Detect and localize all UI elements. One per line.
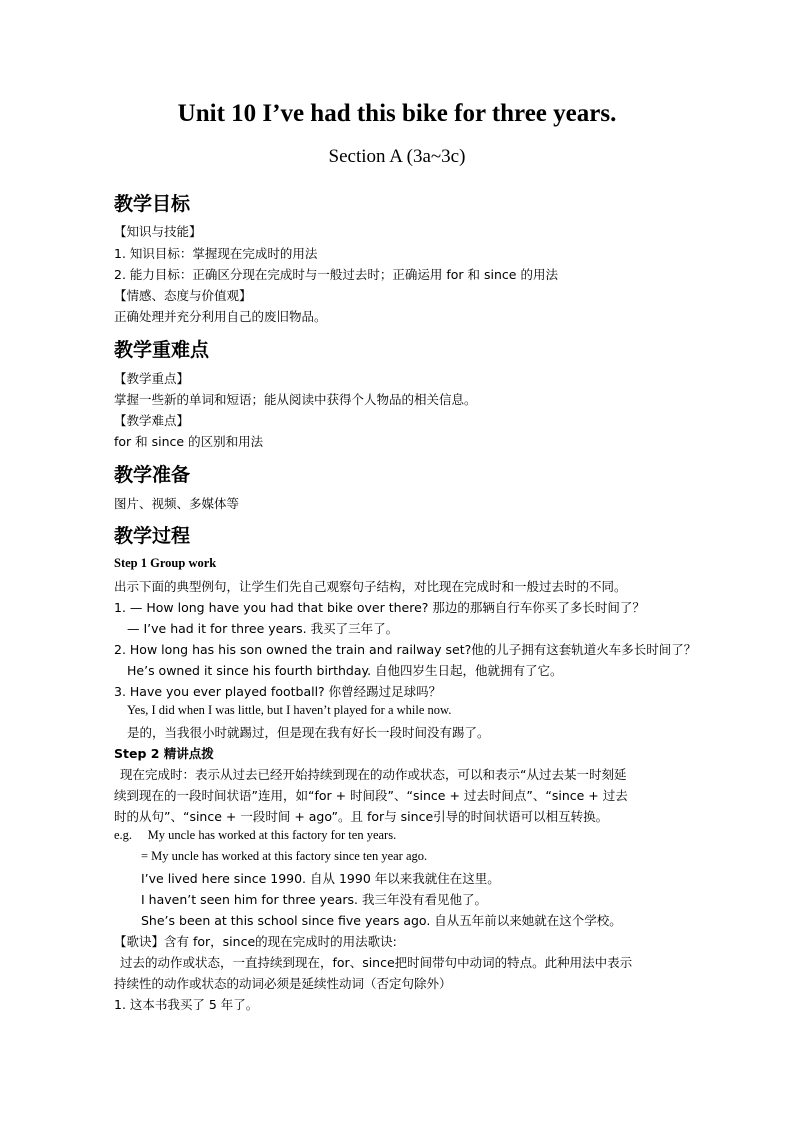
section-heading-prep: 教学准备	[114, 464, 191, 486]
goals-line: 1. 知识目标：掌握现在完成时的用法	[114, 246, 318, 261]
process-line: 1. 这本书我买了 5 年了。	[114, 997, 259, 1012]
process-line: 是的，当我很小时就踢过，但是现在我有好长一段时间没有踢了。	[127, 725, 490, 740]
page-subtitle: Section A (3a~3c)	[328, 146, 466, 167]
example-line: e.g. My uncle has worked at this factory for ten years.	[114, 828, 397, 842]
process-line: 时的从句”、“since + 一段时间 + ago”。且 for与 since引导的时间状语可以相互转换。	[114, 809, 609, 824]
process-line: 3. Have you ever played football? 你曾经踢过足球吗？	[114, 684, 442, 699]
goals-line: 【知识与技能】	[114, 224, 202, 239]
section-heading-process: 教学过程	[114, 525, 191, 547]
page-title: Unit 10 I’ve had this bike for three years.	[177, 100, 617, 127]
keypoints-line: 【教学重点】	[114, 371, 190, 386]
keypoints-line: for 和 since 的区别和用法	[114, 434, 264, 449]
example-line: = My uncle has worked at this factory since ten year ago.	[141, 849, 428, 863]
step-heading: Step 2 精讲点拨	[114, 746, 214, 761]
keypoints-line: 掌握一些新的单词和短语；能从阅读中获得个人物品的相关信息。	[114, 392, 477, 407]
process-line: He’s owned it since his fourth birthday. 自他四岁生日起，他就拥有了它。	[127, 663, 563, 678]
process-line: 出示下面的典型例句，让学生们先自己观察句子结构，对比现在完成时和一般过去时的不同。	[114, 579, 627, 594]
example-line: I’ve lived here since 1990. 自从 1990 年以来我就住在这里。	[141, 871, 500, 886]
process-line: 1. — How long have you had that bike over there? 那边的那辆自行车你买了多长时间了？	[114, 600, 645, 615]
process-line: 过去的动作或状态，一直持续到现在，for、since把时间带句中动词的特点。此种用法中表示	[120, 955, 633, 970]
process-line: 持续性的动作或状态的动词必须是延续性动词（否定句除外）	[114, 976, 452, 991]
goals-line: 正确处理并充分利用自己的废旧物品。	[114, 309, 327, 324]
keypoints-line: 【教学难点】	[114, 413, 190, 428]
process-line: 【歌诀】含有 for，since的现在完成时的用法歌诀:	[114, 934, 397, 949]
section-heading-goals: 教学目标	[114, 193, 191, 215]
goals-line: 【情感、态度与价值观】	[114, 288, 252, 303]
section-heading-keypoints: 教学重难点	[114, 339, 210, 361]
example-line: I haven’t seen him for three years. 我三年没有看见他了。	[141, 892, 487, 907]
prep-line: 图片、视频、多媒体等	[114, 496, 240, 511]
process-line: 2. How long has his son owned the train and railway set?他的儿子拥有这套轨道火车多长时间了？	[114, 642, 697, 657]
step-heading: Step 1 Group work	[114, 556, 217, 570]
process-line: — I’ve had it for three years. 我买了三年了。	[127, 621, 399, 636]
goals-line: 2. 能力目标：正确区分现在完成时与一般过去时；正确运用 for 和 since 的用法	[114, 267, 558, 282]
process-line: 现在完成时：表示从过去已经开始持续到现在的动作或状态，可以和表示“从过去某一时刻延	[120, 767, 627, 782]
process-line: Yes, I did when I was little, but I haven’t played for a while now.	[127, 703, 452, 717]
process-line: 续到现在的一段时间状语”连用，如“for + 时间段”、“since + 过去时间点”、“since + 过去	[114, 788, 628, 803]
example-line: She’s been at this school since five years ago. 自从五年前以来她就在这个学校。	[141, 913, 622, 928]
